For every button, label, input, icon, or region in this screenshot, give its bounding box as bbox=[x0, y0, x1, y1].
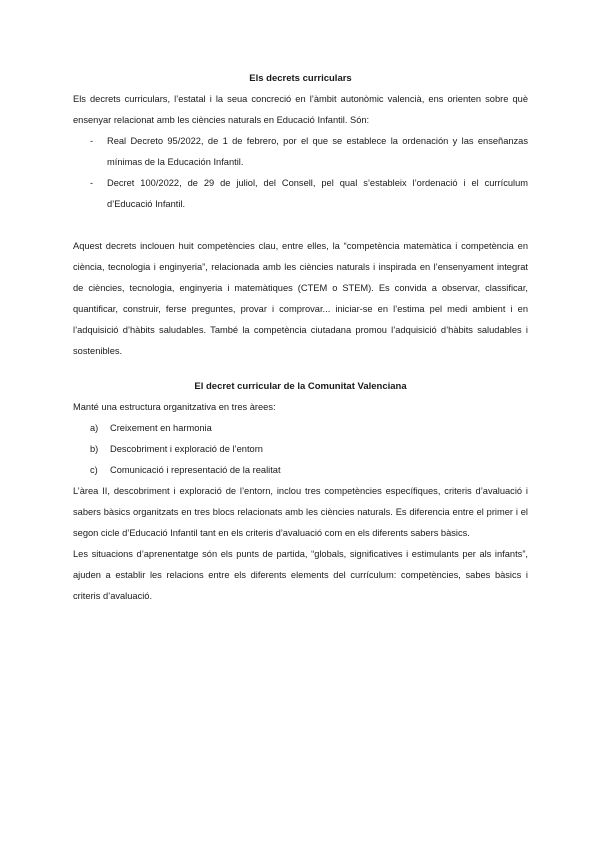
list-letter: c) bbox=[90, 465, 98, 475]
section-intro: Els decrets curriculars, l’estatal i la seua concreció en l’àmbit autonòmic valencià, ens orienten sobre què ensenyar relacionat amb les ciències naturals en Educació Infantil. Són: bbox=[73, 94, 528, 125]
document-body bbox=[73, 68, 528, 607]
list-item-text: Descobriment i exploració de l’entorn bbox=[110, 444, 263, 454]
bullet-dash: - bbox=[90, 178, 94, 188]
areas-intro: Manté una estructura organitzativa en tres àrees: bbox=[73, 402, 276, 412]
areas-list bbox=[73, 418, 528, 481]
list-letter: b) bbox=[90, 444, 99, 454]
section-title-decrets: Els decrets curriculars bbox=[249, 73, 352, 84]
competences-paragraph: Aquest decrets inclouen huit competències clau, entre elles, la “competència matemàtica i competència en ciència, tecnologia i enginyeria”, relacionada amb les ciències naturals i inspirada en l’ensenyament integrat de ciències, tecnologia, enginyeria i matemàtiques (CTEM o STEM). Es convida a observar, classificar, quantificar, construir, ferse preguntes, provar i comprovar... iniciar-se en l’estima pel medi ambient i en l’adquisició d’hàbits saludables. També la competència ciutadana promou l’adquisició d’hàbits saludables i sostenibles. bbox=[73, 241, 528, 356]
learning-situations-paragraph: Les situacions d’aprenentatge són els punts de partida, “globals, significatives i estimulants per als infants”, ajuden a establir les relacions entre els diferents elements del currículum: competències, sabes bàsics i criteris d’avaluació. bbox=[73, 549, 528, 601]
list-item bbox=[73, 173, 528, 215]
bullet-dash: - bbox=[90, 136, 94, 146]
area-ii-paragraph: L’àrea II, descobriment i exploració de l’entorn, inclou tres competències específiques, criteris d’avaluació i sabers bàsics organitzats en tres blocs relacionats amb les ciències naturals. Es diferencia entre el primer i el segon cicle d’Educació Infantil tant en els criteris d’avaluació com en els diferents sabers bàsics. bbox=[73, 486, 528, 538]
decree-list bbox=[73, 131, 528, 215]
list-item bbox=[73, 131, 528, 173]
list-item bbox=[73, 439, 528, 460]
list-item-text: Comunicació i representació de la realitat bbox=[110, 465, 281, 475]
section-title-decret-cv: El decret curricular de la Comunitat Valenciana bbox=[194, 381, 407, 392]
list-letter: a) bbox=[90, 423, 99, 433]
list-item-text: Creixement en harmonia bbox=[110, 423, 212, 433]
list-item bbox=[73, 460, 528, 481]
spacer bbox=[73, 215, 528, 236]
list-item-text: Decret 100/2022, de 29 de juliol, del Consell, pel qual s’estableix l’ordenació i el currículum d’Educació Infantil. bbox=[107, 178, 528, 209]
list-item bbox=[73, 418, 528, 439]
list-item-text: Real Decreto 95/2022, de 1 de febrero, por el que se establece la ordenación y las enseñanzas mínimas de la Educación Infantil. bbox=[107, 136, 528, 167]
spacer bbox=[73, 362, 528, 376]
